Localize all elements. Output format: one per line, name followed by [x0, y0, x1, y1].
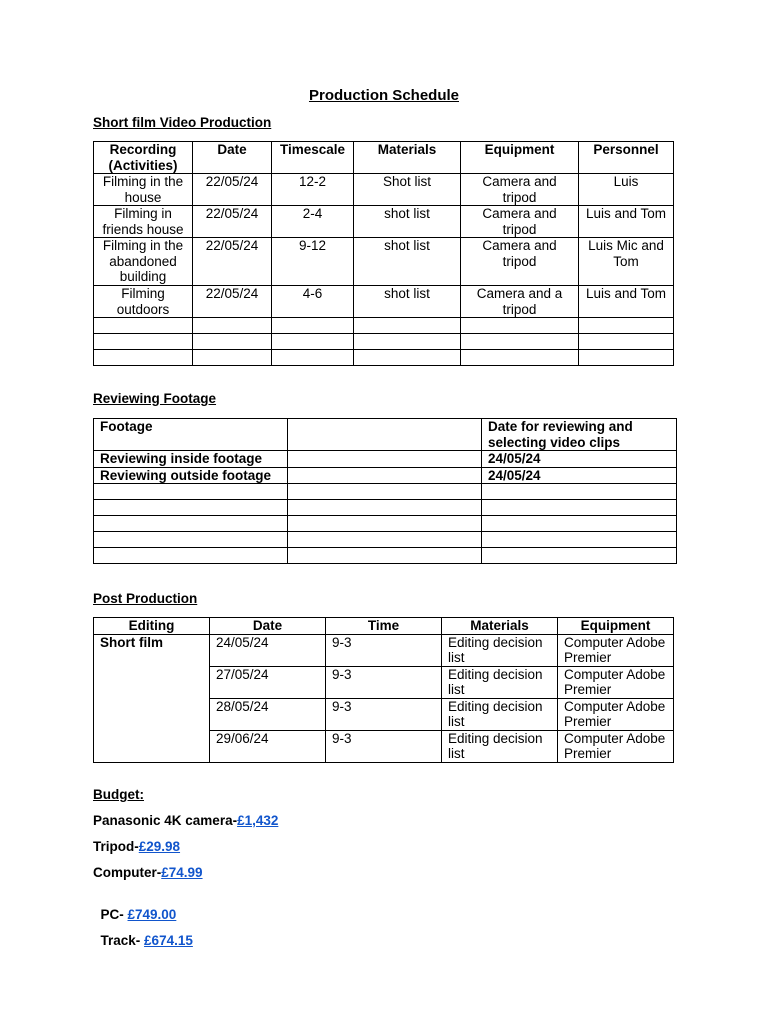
table-cell	[482, 532, 677, 548]
section-heading-reviewing-footage: Reviewing Footage	[93, 391, 217, 406]
page-title: Production Schedule	[308, 87, 459, 104]
table-cell: Computer Adobe Premier	[558, 730, 674, 762]
table-cell	[288, 532, 482, 548]
table-cell: Editing decision list	[442, 698, 558, 730]
table-cell: Editing decision list	[442, 666, 558, 698]
table-row	[94, 451, 677, 468]
budget-item	[93, 865, 203, 880]
table-cell: 22/05/24	[193, 174, 272, 206]
table-cell	[579, 350, 674, 366]
table-cell	[482, 484, 677, 500]
reviewing-table	[93, 418, 677, 564]
header-cell: Footage	[94, 419, 288, 451]
table-cell	[288, 467, 482, 484]
budget-item-label: Tripod-	[93, 839, 139, 854]
table-cell	[94, 516, 288, 532]
table-cell	[354, 334, 461, 350]
table-cell: Luis and Tom	[579, 206, 674, 238]
budget-price-link[interactable]: £674.15	[144, 933, 193, 948]
table-cell: Camera and tripod	[461, 206, 579, 238]
table-cell	[288, 548, 482, 564]
table-row	[94, 484, 677, 500]
table-row	[94, 634, 674, 666]
section-heading-post-production: Post Production	[93, 591, 198, 606]
table-cell: Computer Adobe Premier	[558, 698, 674, 730]
section-heading-video-production: Short film Video Production	[93, 115, 272, 130]
table-cell: 9-12	[272, 238, 354, 286]
table-row	[94, 350, 674, 366]
budget-item-label: Track-	[100, 933, 145, 948]
budget-item	[93, 918, 193, 948]
budget-item-label: Computer-	[93, 865, 162, 880]
table-cell: Luis and Tom	[579, 286, 674, 318]
budget-item	[93, 813, 278, 828]
table-cell	[579, 334, 674, 350]
table-cell	[272, 350, 354, 366]
header-cell: Time	[326, 618, 442, 635]
table-row	[94, 286, 674, 318]
header-cell: Editing	[94, 618, 210, 635]
header-cell: Equipment	[461, 142, 579, 174]
table-cell	[288, 484, 482, 500]
table-cell: 27/05/24	[210, 666, 326, 698]
table-cell	[94, 532, 288, 548]
table-cell	[482, 500, 677, 516]
table-cell: 24/05/24	[482, 451, 677, 468]
table-cell	[193, 334, 272, 350]
table-cell	[579, 318, 674, 334]
table-row	[94, 334, 674, 350]
budget-price-link[interactable]: £29.98	[138, 839, 181, 854]
table-cell	[193, 318, 272, 334]
header-cell: Recording (Activities)	[94, 142, 193, 174]
table-cell: Reviewing outside footage	[94, 467, 288, 484]
table-cell	[272, 318, 354, 334]
header-cell: Personnel	[579, 142, 674, 174]
table-cell: 22/05/24	[193, 206, 272, 238]
table-cell: Filming in the abandoned building	[94, 238, 193, 286]
table-cell: 28/05/24	[210, 698, 326, 730]
table-cell: shot list	[354, 286, 461, 318]
table-cell: 9-3	[326, 730, 442, 762]
table-row	[94, 516, 677, 532]
table-row	[94, 532, 677, 548]
table-cell: Filming in friends house	[94, 206, 193, 238]
table-cell	[461, 350, 579, 366]
header-cell: Equipment	[558, 618, 674, 635]
budget-item-label: PC-	[100, 907, 128, 922]
table-row	[94, 174, 674, 206]
table-row	[94, 467, 677, 484]
header-cell: Date	[210, 618, 326, 635]
table-cell	[288, 516, 482, 532]
header-cell	[288, 419, 482, 451]
table-cell	[461, 318, 579, 334]
table-cell: 22/05/24	[193, 238, 272, 286]
table-cell: Camera and a tripod	[461, 286, 579, 318]
table-cell: shot list	[354, 206, 461, 238]
table-cell	[94, 350, 193, 366]
budget-item	[93, 839, 180, 854]
table-cell	[94, 318, 193, 334]
table-cell: Luis Mic and Tom	[579, 238, 674, 286]
table-cell: Camera and tripod	[461, 174, 579, 206]
budget-price-link[interactable]: £1,432	[237, 813, 279, 828]
table-cell: 22/05/24	[193, 286, 272, 318]
table-cell: 12-2	[272, 174, 354, 206]
header-cell: Materials	[442, 618, 558, 635]
table-cell: Reviewing inside footage	[94, 451, 288, 468]
table-cell: 9-3	[326, 666, 442, 698]
budget-price-link[interactable]: £74.99	[161, 865, 203, 880]
table-cell: 9-3	[326, 698, 442, 730]
table-cell	[94, 484, 288, 500]
table-cell	[288, 451, 482, 468]
table-cell: Filming outdoors	[94, 286, 193, 318]
header-cell: Timescale	[272, 142, 354, 174]
table-cell: Filming in the house	[94, 174, 193, 206]
table-cell	[94, 548, 288, 564]
header-cell: Materials	[354, 142, 461, 174]
table-cell: Camera and tripod	[461, 238, 579, 286]
table-cell: 24/05/24	[210, 634, 326, 666]
table-row	[94, 318, 674, 334]
table-row	[94, 206, 674, 238]
production-table	[93, 141, 674, 366]
table-cell: shot list	[354, 238, 461, 286]
budget-heading: Budget:	[93, 787, 144, 802]
table-cell	[354, 318, 461, 334]
budget-item-label: Panasonic 4K camera-	[93, 813, 238, 828]
header-cell: Date for reviewing and selecting video clips	[482, 419, 677, 451]
table-cell	[482, 548, 677, 564]
table-cell	[482, 516, 677, 532]
table-cell	[94, 334, 193, 350]
table-cell: Computer Adobe Premier	[558, 666, 674, 698]
table-cell: 2-4	[272, 206, 354, 238]
table-cell: Editing decision list	[442, 634, 558, 666]
table-row	[94, 548, 677, 564]
table-cell: Shot list	[354, 174, 461, 206]
table-cell: Editing decision list	[442, 730, 558, 762]
table-cell: 4-6	[272, 286, 354, 318]
table-cell	[193, 350, 272, 366]
post-production-table	[93, 617, 674, 763]
header-cell: Date	[193, 142, 272, 174]
table-cell: 24/05/24	[482, 467, 677, 484]
table-row	[94, 238, 674, 286]
table-cell	[354, 350, 461, 366]
table-row	[94, 500, 677, 516]
table-cell	[461, 334, 579, 350]
budget-price-link[interactable]: £749.00	[127, 907, 177, 922]
table-cell	[272, 334, 354, 350]
table-cell: 29/06/24	[210, 730, 326, 762]
table-cell: Computer Adobe Premier	[558, 634, 674, 666]
table-cell: Short film	[94, 634, 210, 762]
table-cell: Luis	[579, 174, 674, 206]
table-cell: 9-3	[326, 634, 442, 666]
table-cell	[288, 500, 482, 516]
table-cell	[94, 500, 288, 516]
